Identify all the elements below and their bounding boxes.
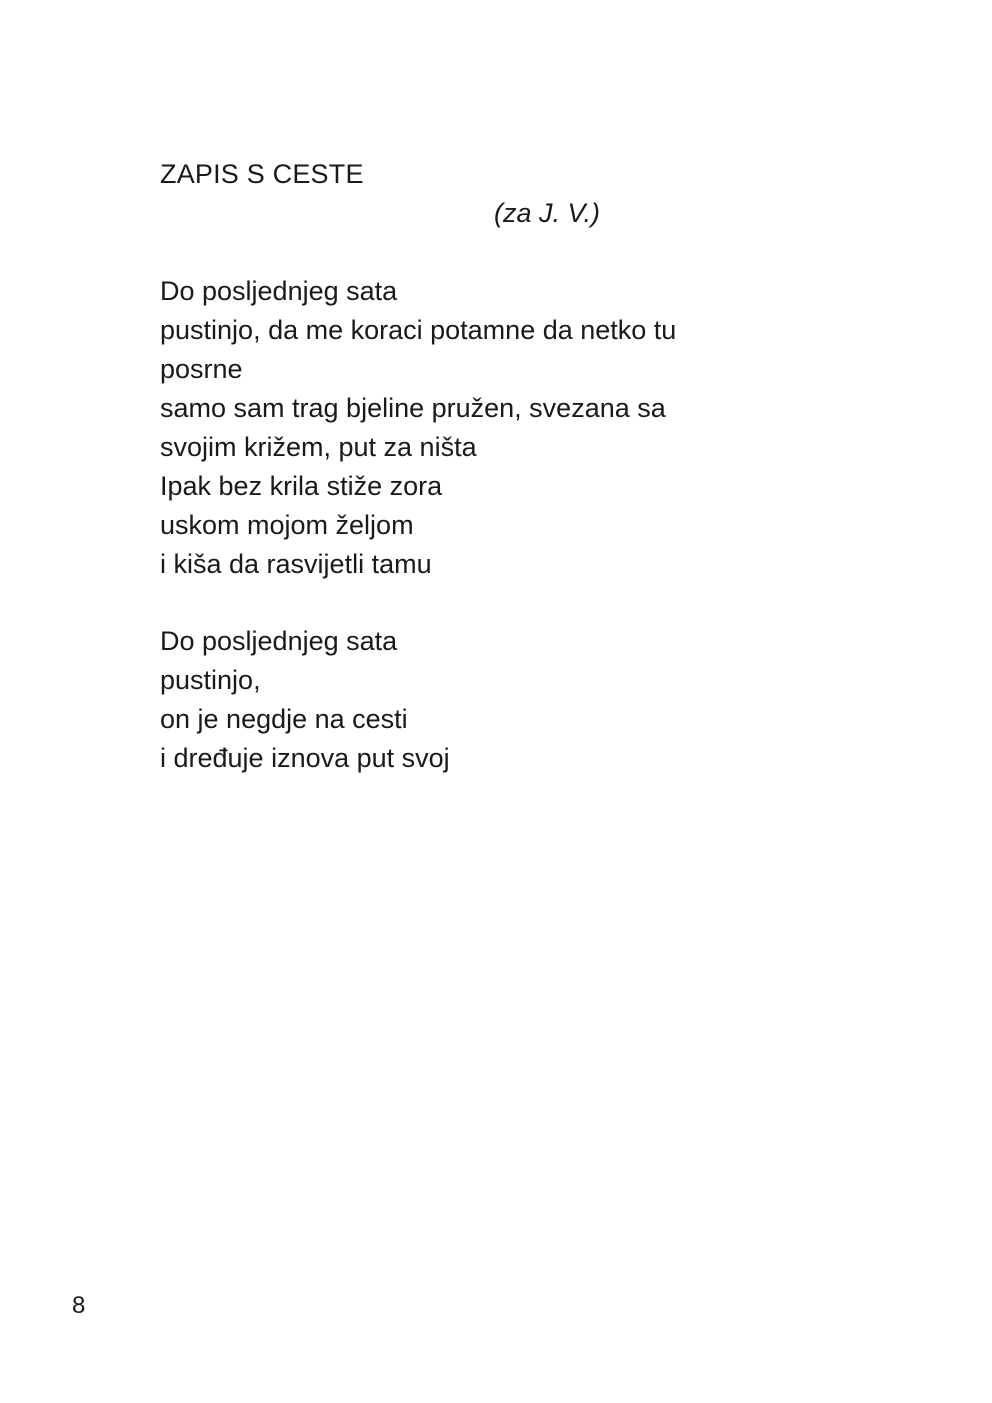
verse-line: pustinjo, da me koraci potamne da netko tu [160, 315, 677, 345]
stanza-1 [160, 272, 676, 584]
verse-line: i kiša da rasvijetli tamu [160, 549, 432, 579]
verse-line: uskom mojom željom [160, 510, 414, 540]
verse-line: on je negdje na cesti [160, 704, 408, 734]
verse-line: i dređuje iznova put svoj [160, 743, 450, 773]
verse-line: posrne [160, 354, 243, 384]
poem-title: ZAPIS S CESTE [160, 159, 364, 189]
verse-line: pustinjo, [160, 665, 261, 695]
verse-line: Ipak bez krila stiže zora [160, 471, 443, 501]
stanza-2 [160, 622, 450, 778]
poem-dedication: (za J. V.) [494, 198, 601, 228]
verse-line: svojim križem, put za ništa [160, 432, 477, 462]
page-number: 8 [72, 1292, 86, 1319]
verse-line: Do posljednjeg sata [160, 276, 398, 306]
verse-line: samo sam trag bjeline pružen, svezana sa [160, 393, 666, 423]
verse-line: Do posljednjeg sata [160, 626, 398, 656]
